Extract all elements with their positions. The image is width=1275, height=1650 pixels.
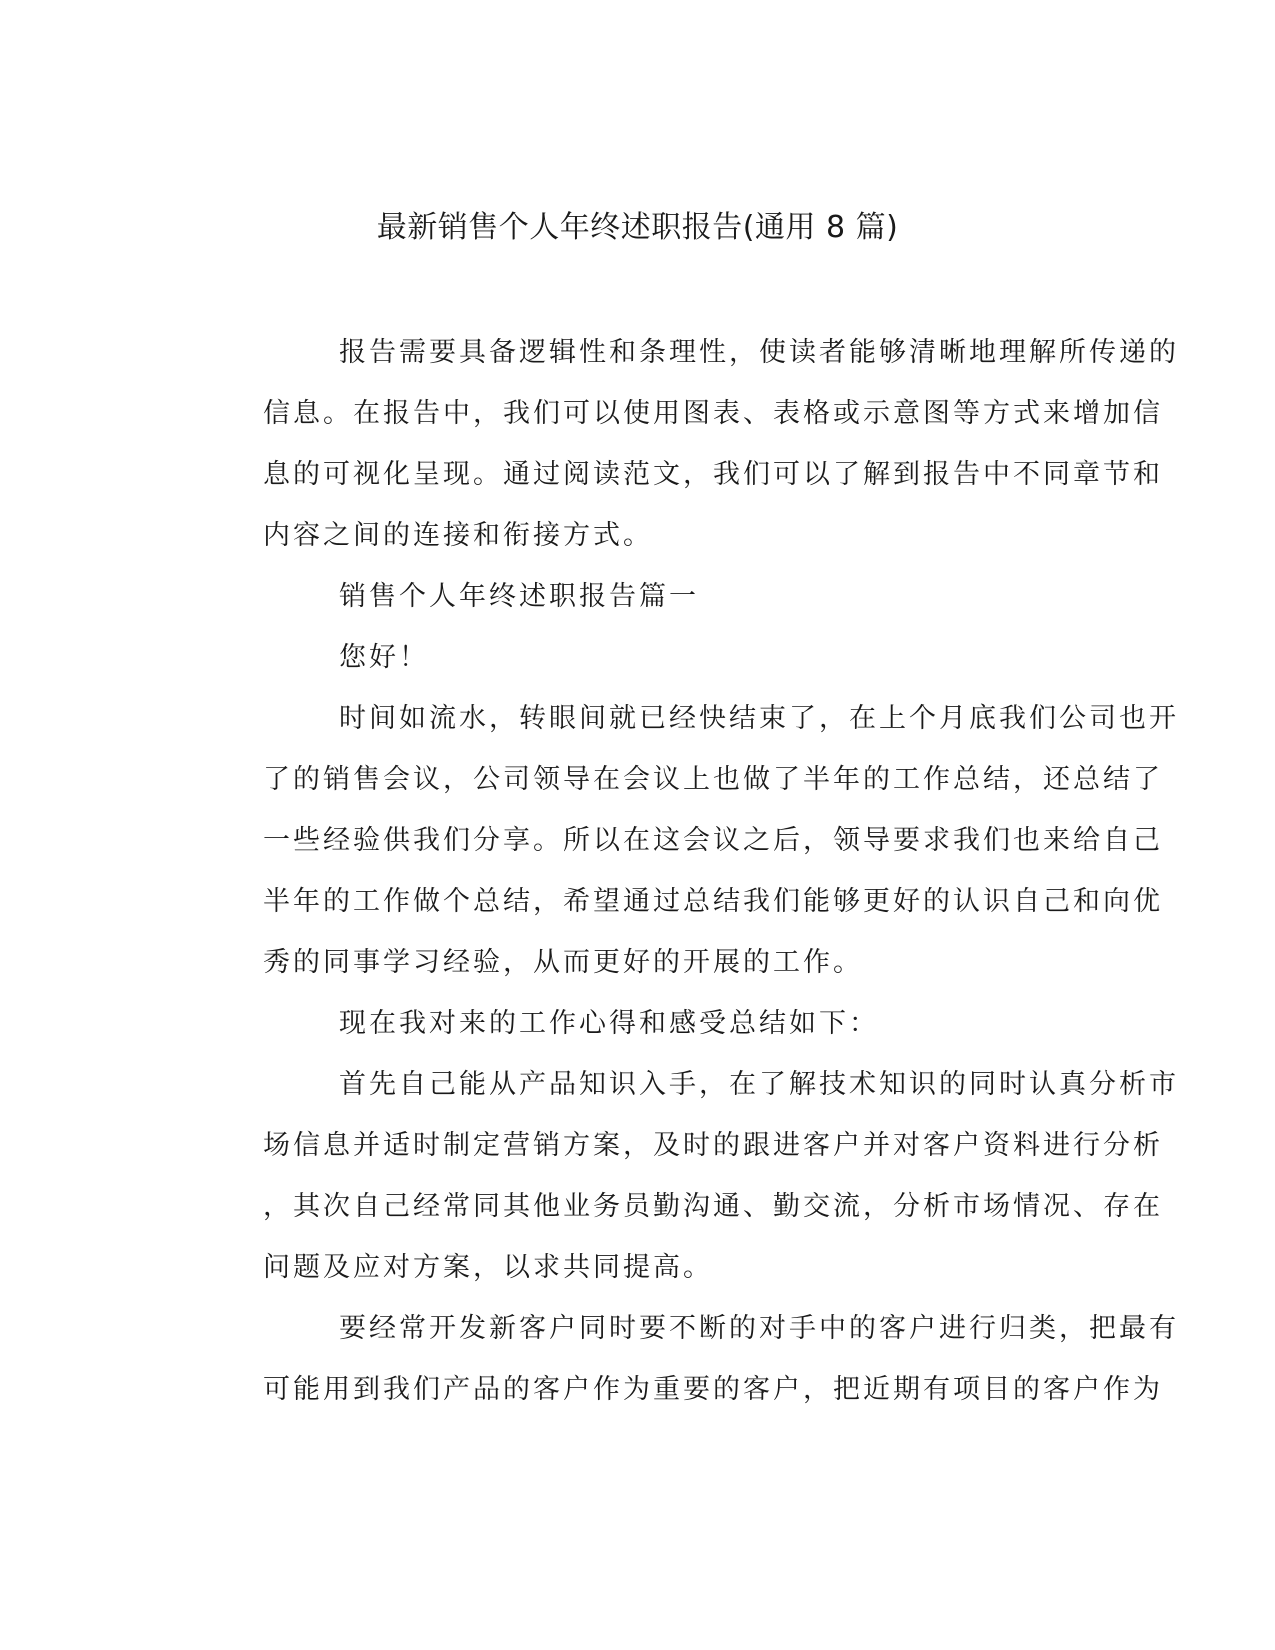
text-line: 时间如流水，转眼间就已经快结束了，在上个月底我们公司也开 <box>339 703 1179 734</box>
text-line: 一些经验供我们分享。所以在这会议之后，领导要求我们也来给自己 <box>263 825 1163 856</box>
paragraph-body <box>187 1054 1179 1298</box>
text-line: 要经常开发新客户同时要不断的对手中的客户进行归类，把最有 <box>339 1313 1179 1344</box>
text-line: 您好！ <box>339 642 429 673</box>
text-line: 信息。在报告中，我们可以使用图表、表格或示意图等方式来增加信 <box>263 398 1163 429</box>
document-body <box>187 322 1179 1420</box>
text-line: 秀的同事学习经验，从而更好的开展的工作。 <box>263 947 863 978</box>
text-line: 息的可视化呈现。通过阅读范文，我们可以了解到报告中不同章节和 <box>263 459 1163 490</box>
text-line: 现在我对来的工作心得和感受总结如下： <box>339 1008 879 1039</box>
text-line: 了的销售会议，公司领导在会议上也做了半年的工作总结，还总结了 <box>263 764 1163 795</box>
text-line: 报告需要具备逻辑性和条理性，使读者能够清晰地理解所传递的 <box>339 337 1179 368</box>
document-title: 最新销售个人年终述职报告(通用 8 篇) <box>376 210 899 245</box>
text-line: ，其次自己经常同其他业务员勤沟通、勤交流，分析市场情况、存在 <box>263 1191 1163 1222</box>
section-heading <box>187 566 1067 627</box>
paragraph-body <box>187 688 1179 993</box>
text-line: 可能用到我们产品的客户作为重要的客户，把近期有项目的客户作为 <box>263 1374 1163 1405</box>
text-line: 首先自己能从产品知识入手，在了解技术知识的同时认真分析市 <box>339 1069 1179 1100</box>
paragraph-intro <box>187 322 1179 566</box>
text-line: 半年的工作做个总结，希望通过总结我们能够更好的认识自己和向优 <box>263 886 1163 917</box>
text-line: 销售个人年终述职报告篇一 <box>339 581 699 612</box>
paragraph-greeting <box>187 627 1067 688</box>
text-line: 问题及应对方案，以求共同提高。 <box>263 1252 713 1283</box>
text-line: 场信息并适时制定营销方案，及时的跟进客户并对客户资料进行分析 <box>263 1130 1163 1161</box>
paragraph-body <box>187 1298 1179 1420</box>
text-line: 内容之间的连接和衔接方式。 <box>263 520 653 551</box>
paragraph-body <box>187 993 1067 1054</box>
